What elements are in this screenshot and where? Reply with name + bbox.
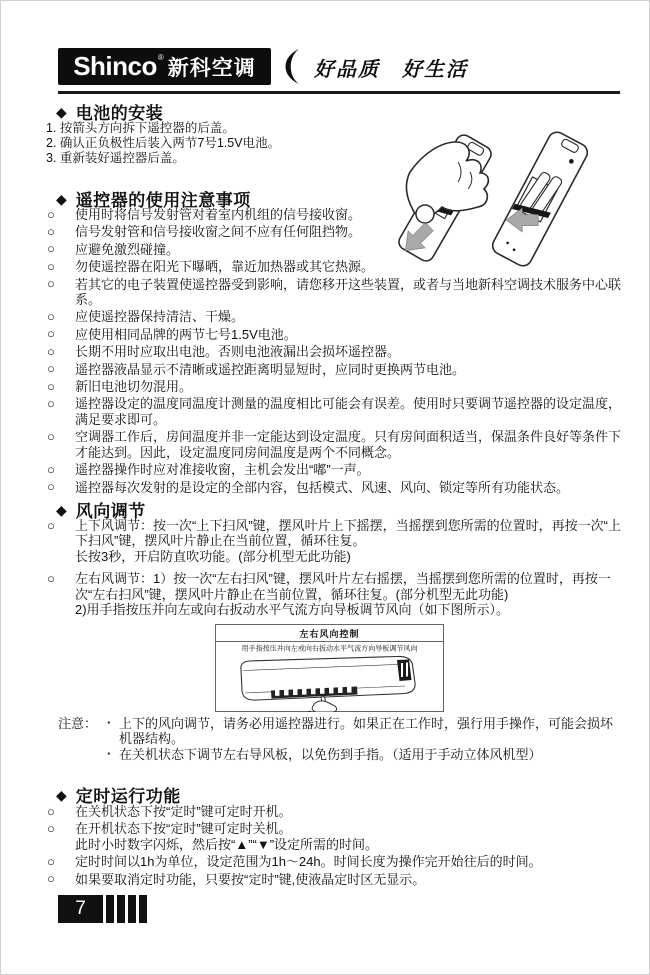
note-item: · 在关机状态下调节左右导风板，以免伤到手指。（适用于手动立体风机型） [107,745,542,762]
list-item: ○ 遥控器设定的温度同温度计测量的温度相比可能会有误差。使用时只要调节遥控器的设定温度，满足要求即可。 [47,395,622,427]
circle-bullet-icon: ○ [47,276,55,292]
circle-bullet-icon: ○ [47,820,55,836]
section-title-timer: ◆ 定时运行功能 [56,786,181,806]
registered-trademark-icon: ® [157,53,164,62]
circle-bullet-icon: ○ [47,223,55,239]
section-title-precautions: ◆ 遥控器的使用注意事项 [56,190,251,210]
list-item: ○ 长期不用时应取出电池。否则电池液漏出会损坏遥控器。 [47,343,401,360]
list-item: ○ 上下风调节：按一次“上下扫风”键，摆风叶片上下摇摆，当摇摆到您所需的位置时，再按一次“上下扫风”键，摆风叶片静止在当前位置，循环往复。 长按3秒，开启防直吹功能。(部分机型无此功能) [47,517,621,564]
circle-bullet-icon: ○ [47,570,55,586]
list-item: ○ 在关机状态下按“定时”键可定时开机。 [47,803,292,819]
notes-block [58,716,620,762]
list-item: ○ 勿使遥控器在阳光下曝晒，靠近加热器或其它热源。 [47,258,375,275]
diagram-caption: 用手指按压并向左或向右扳动水平气流方向导板调节风向 [241,644,418,653]
list-item: ○ 在开机状态下按“定时”键可定时关机。 此时小时数字闪烁，然后按“▲”“▼”设定所需的时间。 [47,820,379,852]
diamond-icon: ◆ [56,786,67,803]
ac-unit-illustration [225,654,435,712]
diagram-title: 左右风向控制 [216,625,443,642]
list-item: ○ 定时时间以1h为单位，设定范围为1h～24h。时间长度为操作完开始往后的时间。 [47,853,542,870]
dot-bullet-icon: · [107,715,112,730]
list-item: ○ 如果要取消定时功能，只要按“定时”键,使液晶定时区无显示。 [47,871,426,887]
circle-bullet-icon: ○ [47,361,55,377]
circle-bullet-icon: ○ [47,378,55,394]
circle-bullet-icon: ○ [47,241,55,257]
header-divider [58,91,620,94]
list-item: ○ 遥控器操作时应对准接收窗，主机会发出“嘟”一声。 [47,461,370,478]
note-item: · 上下的风向调节，请务必用遥控器进行。如果正在工作时，强行用手操作，可能会损坏机器结构。 [107,715,614,747]
airflow-list [46,518,624,619]
list-item: ○ 空调器工作后，房间温度并非一定能达到设定温度。只有房间面积适当，保温条件良好等条件下才能达到。因此，设定温度同房间温度是两个不同概念。 [47,428,622,460]
dot-bullet-icon: · [107,745,112,761]
precautions-list [46,207,621,497]
list-item: ○ 应使遥控器保持清洁、干燥。 [47,308,245,325]
section-title-airflow: ◆ 风向调节 [56,501,146,521]
circle-bullet-icon: ○ [47,258,55,274]
brand-banner [58,48,271,85]
diamond-icon: ◆ [56,501,67,518]
brand-logo: Shinco [73,51,157,81]
list-item: ○ 使用时将信号发射管对着室内机组的信号接收窗。 [47,206,362,222]
timer-list [46,804,624,889]
crescent-icon [277,48,301,85]
list-item: ○ 应避免激烈碰撞。 [47,241,180,257]
circle-bullet-icon: ○ [47,395,55,411]
battery-steps-list [46,122,446,166]
list-item: 1. 按箭头方向拆下遥控器的后盖。 [46,121,235,135]
list-item: ○ 信号发射管和信号接收窗之间不应有任何阻挡物。 [47,223,362,240]
decorative-bar-icon [128,895,136,923]
list-item: ○ 新旧电池切勿混用。 [47,378,193,395]
diamond-icon: ◆ [56,103,67,120]
section-title-battery: ◆ 电池的安装 [56,103,164,123]
circle-bullet-icon: ○ [47,871,55,887]
notes-label: 注意： [58,716,98,731]
decorative-bar-icon [139,895,147,923]
diamond-icon: ◆ [56,190,67,207]
circle-bullet-icon: ○ [47,461,55,477]
louver-control-diagram [215,624,444,712]
circle-bullet-icon: ○ [47,479,55,494]
pointing-hand-icon [289,697,337,712]
page-number-badge: 7 [58,895,103,923]
circle-bullet-icon: ○ [47,853,55,869]
brand-slogan: 好品质 好生活 [314,57,468,81]
circle-bullet-icon: ○ [47,428,55,444]
list-item: 2. 确认正负极性后装入两节7号1.5V电池。 [46,135,281,150]
list-item: ○ 遥控器每次发射的是设定的全部内容，包括模式、风速、风向、锁定等所有功能状态。 [47,479,570,495]
circle-bullet-icon: ○ [47,517,55,533]
list-item: ○ 遥控器液晶显示不清晰或遥控距离明显短时，应同时更换两节电池。 [47,361,466,377]
list-item: 3. 重新装好遥控器后盖。 [46,150,185,165]
list-item: ○ 若其它的电子装置使遥控器受到影响，请您移开这些装置，或者与当地新科空调技术服务中心联系。 [47,276,622,308]
circle-bullet-icon: ○ [47,803,55,819]
circle-bullet-icon: ○ [47,308,55,324]
brand-name-chinese: 新科空调 [167,56,256,80]
list-item: ○ 应使用相同品牌的两节七号1.5V电池。 [47,326,297,342]
circle-bullet-icon: ○ [47,343,55,359]
decorative-bar-icon [106,895,114,923]
list-item: ○ 左右风调节：1）按一次“左右扫风”键，摆风叶片左右摇摆，当摇摆到您所需的位置时，再按一次“左右扫风”键，摆风叶片静止在当前位置，循环往复。(部分机型无此功能) 2)用手指按压并向左或向右扳动水平气流方向导板调节风向（如下图所示）。 [47,570,611,618]
decorative-bar-icon [117,895,125,923]
ac-display-panel [397,660,412,682]
circle-bullet-icon: ○ [47,326,55,342]
circle-bullet-icon: ○ [47,206,55,222]
